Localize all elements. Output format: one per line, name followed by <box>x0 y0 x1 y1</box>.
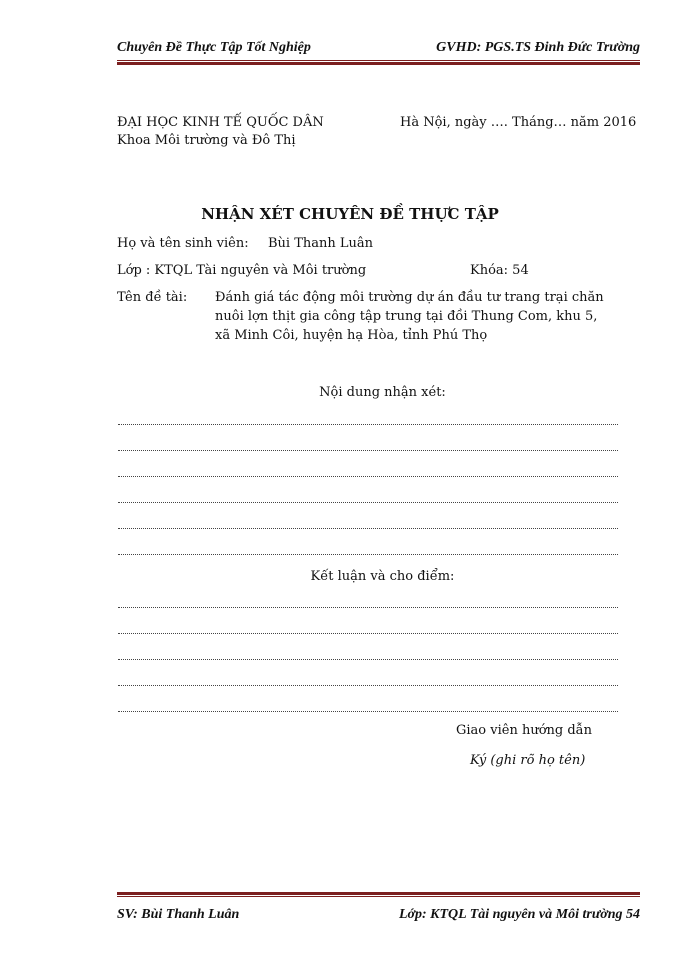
comment-line-1 <box>118 424 618 425</box>
date-line: Hà Nội, ngày …. Tháng… năm 2016 <box>400 115 637 130</box>
class-label: Lớp : KTQL Tài nguyên và Môi trường <box>117 263 367 278</box>
university-name: ĐẠI HỌC KINH TẾ QUỐC DÂN <box>117 115 324 130</box>
header-rule-thin <box>117 60 640 61</box>
signature-note: Ký (ghi rõ họ tên) <box>470 753 586 768</box>
topic-line-2: nuôi lợn thịt gia công tập trung tại đồi Thung Com, khu 5, <box>215 309 598 324</box>
conclusion-line-1 <box>118 607 618 608</box>
form-title: NHẬN XÉT CHUYÊN ĐỀ THỰC TẬP <box>201 205 499 223</box>
conclusion-line-5 <box>118 711 618 712</box>
page-header-right: GVHD: PGS.TS Đinh Đức Trường <box>436 40 640 55</box>
topic-line-3: xã Minh Côi, huyện hạ Hòa, tỉnh Phú Thọ <box>215 328 488 343</box>
conclusion-line-2 <box>118 633 618 634</box>
student-name-label: Họ và tên sinh viên: <box>117 236 249 251</box>
conclusion-heading: Kết luận và cho điểm: <box>310 569 455 584</box>
topic-line-1: Đánh giá tác động môi trường dự án đầu tư trang trại chăn <box>215 290 604 305</box>
comment-line-6 <box>118 554 618 555</box>
conclusion-line-3 <box>118 659 618 660</box>
course-label: Khóa: 54 <box>470 263 529 278</box>
comments-heading: Nội dung nhận xét: <box>319 385 446 400</box>
topic-label: Tên đề tài: <box>117 290 188 305</box>
student-name-value: Bùi Thanh Luân <box>268 236 374 251</box>
page-header-left: Chuyên Đề Thực Tập Tốt Nghiệp <box>117 40 311 55</box>
comment-line-5 <box>118 528 618 529</box>
conclusion-line-4 <box>118 685 618 686</box>
header-rule-thick <box>117 62 640 65</box>
faculty-name: Khoa Môi trường và Đô Thị <box>117 133 296 148</box>
footer-rule-thick <box>117 892 640 895</box>
footer-rule-thin <box>117 896 640 897</box>
comment-line-2 <box>118 450 618 451</box>
page-footer-right: Lớp: KTQL Tài nguyên và Môi trường 54 <box>398 907 640 922</box>
page-footer-left: SV: Bùi Thanh Luân <box>117 907 240 922</box>
comment-line-3 <box>118 476 618 477</box>
signature-role: Giao viên hướng dẫn <box>456 723 593 738</box>
comment-line-4 <box>118 502 618 503</box>
